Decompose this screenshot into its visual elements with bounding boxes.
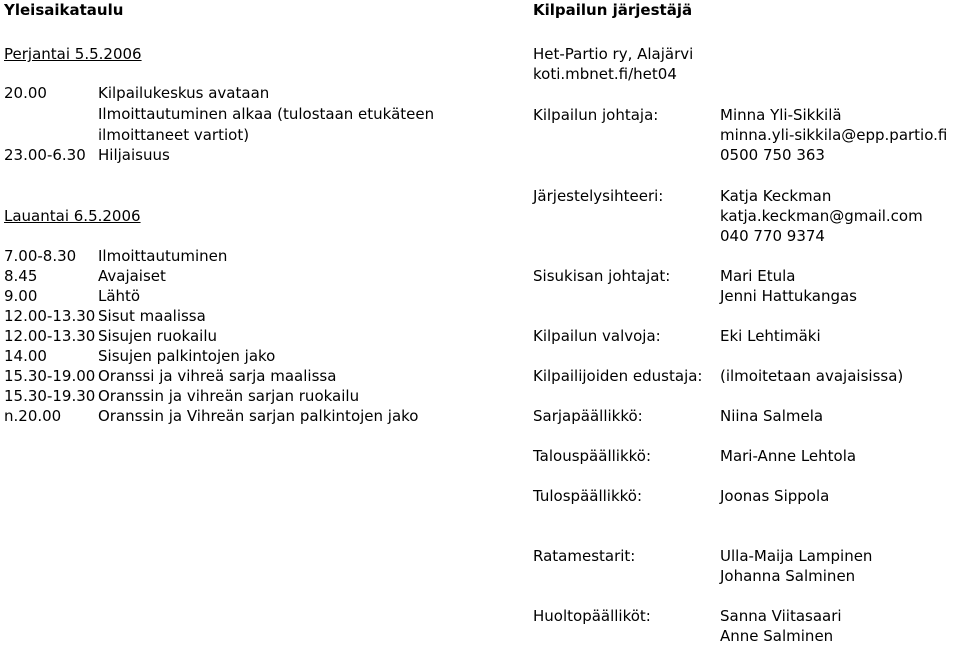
- organizer-name: Het-Partio ry, Alajärvi: [533, 45, 694, 63]
- role-label: Sisukisan johtajat:: [533, 267, 671, 285]
- organizer-website: koti.mbnet.fi/het04: [533, 65, 677, 83]
- role-label: Kilpailun johtaja:: [533, 106, 659, 124]
- role-person: Katja Keckman: [720, 187, 832, 205]
- schedule-event: Sisujen palkintojen jako: [98, 347, 276, 365]
- role-person: Eki Lehtimäki: [720, 327, 821, 345]
- schedule-event: Kilpailukeskus avataan: [98, 84, 270, 102]
- schedule-time: 14.00: [4, 347, 47, 365]
- role-person: Mari Etula: [720, 267, 796, 285]
- schedule-event: Sisujen ruokailu: [98, 327, 217, 345]
- organizer-heading: Kilpailun järjestäjä: [533, 1, 693, 19]
- schedule-event: ilmoittaneet vartiot): [98, 126, 250, 144]
- schedule-event: Oranssin ja vihreän sarjan ruokailu: [98, 387, 360, 405]
- role-label: Kilpailun valvoja:: [533, 327, 661, 345]
- role-label: Talouspäällikkö:: [533, 447, 652, 465]
- schedule-event: Oranssi ja vihreä sarja maalissa: [98, 367, 337, 385]
- schedule-time: 7.00-8.30: [4, 247, 77, 265]
- role-person: Anne Salminen: [720, 627, 834, 645]
- schedule-time: 15.30-19.30: [4, 387, 96, 405]
- role-phone: 040 770 9374: [720, 227, 825, 245]
- role-person: Jenni Hattukangas: [720, 287, 857, 305]
- role-email: minna.yli-sikkila@epp.partio.fi: [720, 126, 948, 144]
- friday-date: Perjantai 5.5.2006: [4, 45, 142, 63]
- saturday-date: Lauantai 6.5.2006: [4, 207, 141, 225]
- schedule-event: Oranssin ja Vihreän sarjan palkintojen jako: [98, 407, 419, 425]
- role-label: Tulospäällikkö:: [533, 487, 643, 505]
- schedule-time: 15.30-19.00: [4, 367, 96, 385]
- schedule-time: 12.00-13.30: [4, 327, 96, 345]
- schedule-event: Ilmoittautuminen: [98, 247, 228, 265]
- schedule-time: n.20.00: [4, 407, 62, 425]
- schedule-time: 23.00-6.30: [4, 146, 86, 164]
- schedule-event: Avajaiset: [98, 267, 166, 285]
- role-label: Sarjapäällikkö:: [533, 407, 643, 425]
- schedule-event: Hiljaisuus: [98, 146, 170, 164]
- role-label: Kilpailijoiden edustaja:: [533, 367, 703, 385]
- role-person: Niina Salmela: [720, 407, 824, 425]
- schedule-time: 8.45: [4, 267, 38, 285]
- role-person: Sanna Viitasaari: [720, 607, 842, 625]
- schedule-time: 20.00: [4, 84, 47, 102]
- role-person: Minna Yli-Sikkilä: [720, 106, 842, 124]
- role-person: Johanna Salminen: [720, 567, 856, 585]
- role-person: (ilmoitetaan avajaisissa): [720, 367, 904, 385]
- role-label: Huoltopäälliköt:: [533, 607, 651, 625]
- role-label: Järjestelysihteeri:: [533, 187, 664, 205]
- schedule-time: 12.00-13.30: [4, 307, 96, 325]
- role-person: Ulla-Maija Lampinen: [720, 547, 873, 565]
- role-person: Joonas Sippola: [720, 487, 830, 505]
- role-email: katja.keckman@gmail.com: [720, 207, 923, 225]
- schedule-event: Ilmoittautuminen alkaa (tulostaan etukäteen: [98, 105, 435, 123]
- role-person: Mari-Anne Lehtola: [720, 447, 857, 465]
- role-phone: 0500 750 363: [720, 146, 825, 164]
- schedule-event: Lähtö: [98, 287, 141, 305]
- schedule-event: Sisut maalissa: [98, 307, 206, 325]
- schedule-heading: Yleisaikataulu: [4, 1, 124, 19]
- role-label: Ratamestarit:: [533, 547, 636, 565]
- schedule-time: 9.00: [4, 287, 38, 305]
